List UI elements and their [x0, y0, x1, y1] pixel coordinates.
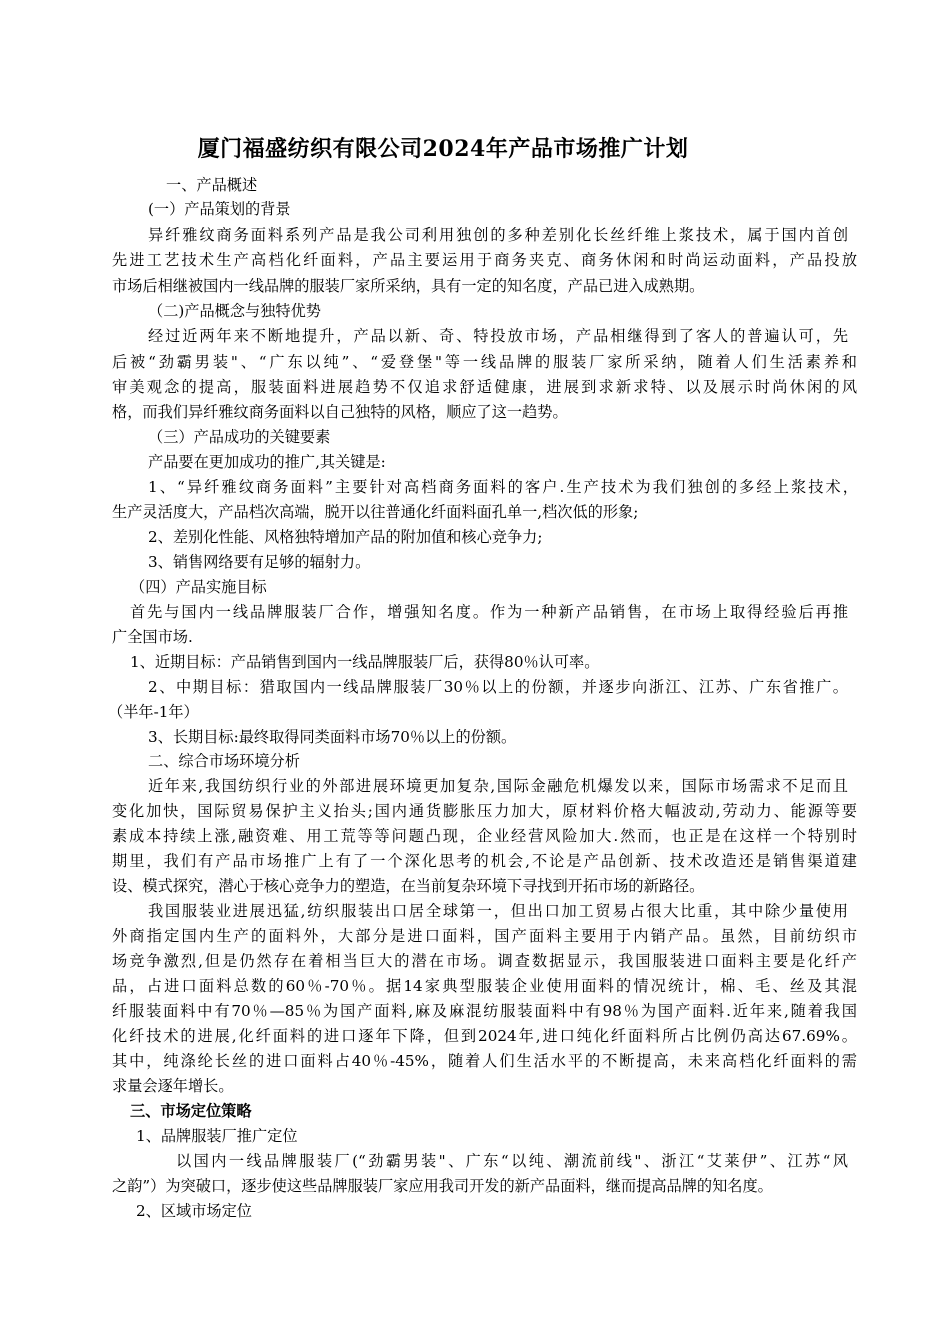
paragraph-line: 以国内一线品牌服装厂(“劲霸男装"、广东“以纯、潮流前线"、浙江“艾莱伊”、江苏“风 [176, 1152, 848, 1170]
paragraph-line: 首先与国内一线品牌服装厂合作，增强知名度。作为一种新产品销售，在市场上取得经验后再推 [130, 603, 848, 621]
paragraph-line: 纤服装面料中有70％—85％为国产面料,麻及麻混纺服装面料中有98％为国产面料.近年来,随着我国 [112, 1002, 857, 1020]
paragraph-line: 外商指定国内生产的面料外，大部分是进口面料，国产面料主要用于内销产品。虽然，目前纺织市 [112, 927, 857, 945]
list-item: 2、差别化性能、风格独特增加产品的附加值和核心竞争力; [148, 528, 543, 546]
list-item: 2、区域市场定位 [136, 1202, 252, 1220]
paragraph-line: 化纤技术的进展,化纤面料的进口逐年下降，但到2024年,进口纯化纤面料所占比例仍高达67.69%。 [112, 1027, 857, 1045]
list-item: 2、中期目标：猎取国内一线品牌服装厂30％以上的份额，并逐步向浙江、江苏、广东省推广。 [148, 678, 848, 696]
paragraph-line: 广全国市场. [112, 628, 193, 646]
paragraph-line: 期里，我们有产品市场推广上有了一个深化思考的机会,不论是产品创新、技术改造还是销售渠道建 [112, 852, 857, 870]
list-item: 1、“异纤雅纹商务面料”主要针对高档商务面料的客户.生产技术为我们独创的多经上浆技术， [148, 478, 858, 496]
heading-subsection: （三）产品成功的关键要素 [148, 428, 331, 446]
list-item: 1、品牌服装厂推广定位 [136, 1127, 298, 1145]
heading-subsection: （四）产品实施目标 [130, 578, 267, 596]
list-item: 3、长期目标:最终取得同类面料市场70％以上的份额。 [148, 728, 517, 746]
heading-subsection: (一）产品策划的背景 [148, 200, 291, 218]
paragraph-line: 我国服装业进展迅猛,纺织服装出口居全球第一，但出口加工贸易占很大比重，其中除少量使用 [148, 902, 848, 920]
paragraph-line: 产品要在更加成功的推广,其关键是: [148, 453, 386, 471]
paragraph-line: 其中，纯涤纶长丝的进口面料占40％-45%，随着人们生活水平的不断提高，未来高档化纤面料的需 [112, 1052, 857, 1070]
paragraph-line: 格，而我们异纤雅纹商务面料以自己独特的风格，顺应了这一趋势。 [112, 403, 568, 421]
paragraph-line: 素成本持续上涨,融资难、用工荒等等问题凸现，企业经营风险加大.然而，也正是在这样一个特别时 [112, 827, 857, 845]
heading-subsection: （二)产品概念与独特优势 [148, 302, 321, 320]
paragraph-line: 设、模式探究，潜心于核心竞争力的塑造，在当前复杂环境下寻找到开拓市场的新路径。 [112, 877, 705, 895]
paragraph-line: 异纤雅纹商务面料系列产品是我公司利用独创的多种差别化长丝纤维上浆技术，属于国内首创 [148, 226, 848, 244]
paragraph-line: 审美观念的提高，服装面料进展趋势不仅追求舒适健康，进展到求新求特、以及展示时尚休闲的风 [112, 378, 857, 396]
list-item: 1、近期目标：产品销售到国内一线品牌服装厂后，获得80％认可率。 [130, 653, 600, 671]
paragraph-line: 变化加快，国际贸易保护主义抬头;国内通货膨胀压力加大，原材料价格大幅波动,劳动力、能源等要 [112, 802, 857, 820]
list-item-continuation: （半年-1年） [108, 703, 199, 721]
paragraph-line: 场竞争激烈,但是仍然存在着相当巨大的潜在市场。调查数据显示，我国服装进口面料主要是化纤产 [112, 952, 857, 970]
paragraph-line: 品，占进口面料总数的60％-70％。据14家典型服装企业使用面料的情况统计，棉、毛、丝及其混 [112, 977, 857, 995]
paragraph-line: 经过近两年来不断地提升，产品以新、奇、特投放市场，产品相继得到了客人的普遍认可，先 [148, 327, 848, 345]
paragraph-line: 求量会逐年增长。 [112, 1077, 234, 1095]
list-item-continuation: 生产灵活度大，产品档次高端，脱开以往普通化纤面料面孔单一,档次低的形象; [112, 503, 639, 521]
heading-section-2: 二、综合市场环境分析 [148, 752, 300, 770]
heading-section-3: 三、市场定位策略 [130, 1102, 252, 1120]
paragraph-line: 先进工艺技术生产高档化纤面料，产品主要运用于商务夹克、商务休闲和时尚运动面料，产品投放 [112, 251, 857, 269]
list-item: 3、销售网络要有足够的辐射力。 [148, 553, 371, 571]
document-title: 厦门福盛纺织有限公司2024年产品市场推广计划 [197, 136, 689, 162]
heading-section-1: 一、产品概述 [166, 176, 258, 194]
paragraph-line: 近年来,我国纺织行业的外部进展环境更加复杂,国际金融危机爆发以来，国际市场需求不足而且 [148, 777, 848, 795]
paragraph-line: 市场后相继被国内一线品牌的服装厂家所采纳，具有一定的知名度，产品已进入成熟期。 [112, 277, 705, 295]
paragraph-line: 之韵”）为突破口，逐步使这些品牌服装厂家应用我司开发的新产品面料，继而提高品牌的知名度。 [112, 1177, 773, 1195]
paragraph-line: 后被“劲霸男装"、“广东以纯”、“爱登堡"等一线品牌的服装厂家所采纳，随着人们生活素养和 [112, 353, 857, 371]
